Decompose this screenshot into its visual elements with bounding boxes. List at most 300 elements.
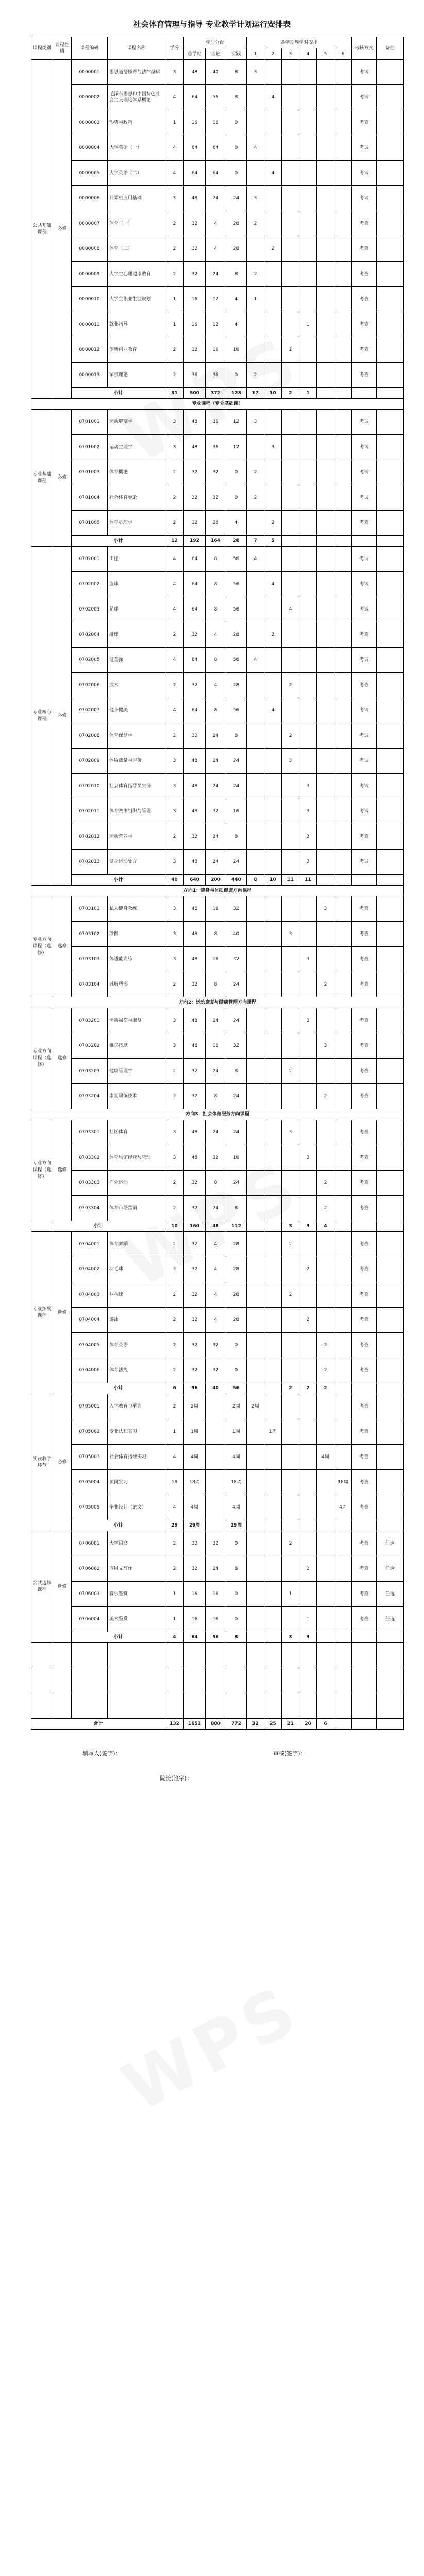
course-name: 瑜伽 bbox=[108, 922, 165, 947]
course-sem-4 bbox=[299, 60, 317, 85]
subtotal-total-hours: 192 bbox=[184, 536, 206, 547]
nature-g7: 选修 bbox=[53, 1531, 72, 1643]
course-row bbox=[31, 896, 404, 922]
course-name: 形势与政策 bbox=[108, 110, 165, 135]
course-exam: 考查 bbox=[352, 211, 377, 236]
blank-cell bbox=[282, 1643, 299, 1668]
course-credits: 2 bbox=[165, 622, 184, 648]
course-practice-hours: 56 bbox=[226, 597, 247, 622]
course-sem-3 bbox=[282, 1196, 299, 1221]
course-theory-hours: 32 bbox=[206, 485, 226, 511]
course-name: 社会体育导论 bbox=[108, 485, 165, 511]
course-name: 体适能训练 bbox=[108, 947, 165, 972]
subtotal-remark bbox=[377, 1383, 404, 1394]
course-sem-1 bbox=[247, 698, 264, 723]
course-sem-6 bbox=[334, 435, 352, 460]
course-sem-3 bbox=[282, 485, 299, 511]
course-remark bbox=[377, 1445, 404, 1470]
subtotal-exam bbox=[352, 1221, 377, 1232]
course-sem-2 bbox=[264, 1607, 282, 1632]
course-exam: 考试 bbox=[352, 135, 377, 161]
course-sem-6 bbox=[334, 572, 352, 597]
subtotal-remark bbox=[377, 536, 404, 547]
header-remark: 备注 bbox=[377, 37, 404, 60]
course-row bbox=[31, 363, 404, 388]
course-name: 羽毛球 bbox=[108, 1257, 165, 1282]
course-name: 体育市场营销 bbox=[108, 1196, 165, 1221]
course-sem-4 bbox=[299, 511, 317, 536]
course-name: 音乐鉴赏 bbox=[108, 1582, 165, 1607]
subtotal-sem-2 bbox=[264, 1383, 282, 1394]
course-sem-6 bbox=[334, 1033, 352, 1059]
subtotal-sem-6 bbox=[334, 875, 352, 886]
course-name: 体质测量与评价 bbox=[108, 749, 165, 774]
course-sem-6 bbox=[334, 1556, 352, 1582]
course-practice-hours: 8 bbox=[226, 262, 247, 287]
course-theory-hours: 16 bbox=[206, 110, 226, 135]
course-sem-1 bbox=[247, 622, 264, 648]
course-credits: 4 bbox=[165, 1495, 184, 1520]
course-name: 运动营养学 bbox=[108, 824, 165, 850]
course-sem-2 bbox=[264, 186, 282, 211]
course-credits: 2 bbox=[165, 1556, 184, 1582]
course-exam: 考试 bbox=[352, 60, 377, 85]
course-remark bbox=[377, 1308, 404, 1333]
course-remark bbox=[377, 211, 404, 236]
course-theory-hours: 8 bbox=[206, 572, 226, 597]
course-sem-3 bbox=[282, 1419, 299, 1445]
subtotal-sem-1 bbox=[247, 1632, 264, 1643]
course-practice-hours: 28 bbox=[226, 211, 247, 236]
course-remark bbox=[377, 799, 404, 824]
course-name: 顶岗实习 bbox=[108, 1470, 165, 1495]
course-name: 体育英语 bbox=[108, 1333, 165, 1358]
course-remark bbox=[377, 1232, 404, 1257]
course-sem-2 bbox=[264, 1582, 282, 1607]
course-name: 私人健身教练 bbox=[108, 896, 165, 922]
course-name: 应用文写作 bbox=[108, 1556, 165, 1582]
course-exam: 考试 bbox=[352, 799, 377, 824]
course-credits: 2 bbox=[165, 723, 184, 749]
course-sem-3 bbox=[282, 1556, 299, 1582]
course-remark bbox=[377, 1257, 404, 1282]
course-sem-3: 3 bbox=[282, 749, 299, 774]
course-sem-1 bbox=[247, 947, 264, 972]
subtotal-sem-4: 3 bbox=[299, 1632, 317, 1643]
course-practice-hours: 24 bbox=[226, 972, 247, 997]
course-exam: 考查 bbox=[352, 1059, 377, 1084]
course-exam: 考查 bbox=[352, 1033, 377, 1059]
course-row bbox=[31, 1059, 404, 1084]
course-practice-hours: 40 bbox=[226, 922, 247, 947]
course-sem-5 bbox=[317, 1394, 334, 1419]
course-credits: 4 bbox=[165, 547, 184, 572]
course-code: 0705004 bbox=[72, 1470, 108, 1495]
course-code: 0000009 bbox=[72, 262, 108, 287]
course-credits: 3 bbox=[165, 1120, 184, 1145]
blank-cell bbox=[206, 1668, 226, 1693]
course-sem-5 bbox=[317, 673, 334, 698]
subtotal-sem-3: 21 bbox=[282, 1719, 299, 1730]
course-exam: 考查 bbox=[352, 673, 377, 698]
course-sem-6 bbox=[334, 972, 352, 997]
course-remark bbox=[377, 1282, 404, 1308]
subtotal-sem-2 bbox=[264, 1632, 282, 1643]
course-sem-3 bbox=[282, 698, 299, 723]
course-remark bbox=[377, 485, 404, 511]
course-code: 0704004 bbox=[72, 1308, 108, 1333]
course-sem-1 bbox=[247, 511, 264, 536]
course-credits: 3 bbox=[165, 850, 184, 875]
course-row bbox=[31, 1171, 404, 1196]
course-sem-1 bbox=[247, 161, 264, 186]
course-sem-2 bbox=[264, 60, 282, 85]
course-sem-5 bbox=[317, 262, 334, 287]
course-sem-6 bbox=[334, 1419, 352, 1445]
course-code: 0702009 bbox=[72, 749, 108, 774]
course-sem-3 bbox=[282, 236, 299, 262]
course-exam: 考查 bbox=[352, 1419, 377, 1445]
course-sem-3 bbox=[282, 312, 299, 337]
course-code: 0706001 bbox=[72, 1531, 108, 1556]
course-sem-2 bbox=[264, 1033, 282, 1059]
course-sem-4: 2 bbox=[299, 1556, 317, 1582]
course-exam: 考查 bbox=[352, 1257, 377, 1282]
course-code: 0706004 bbox=[72, 1607, 108, 1632]
course-sem-6 bbox=[334, 485, 352, 511]
subtotal-theory-hours: 48 bbox=[206, 1221, 226, 1232]
blank-cell bbox=[184, 1643, 206, 1668]
header-weeks-group: 各学期周学时安排 bbox=[247, 37, 352, 48]
course-sem-6 bbox=[334, 1333, 352, 1358]
blank-cell bbox=[334, 1643, 352, 1668]
subtotal-row bbox=[31, 1383, 404, 1394]
course-code: 0704006 bbox=[72, 1358, 108, 1383]
blank-cell bbox=[31, 1693, 53, 1719]
course-sem-3 bbox=[282, 161, 299, 186]
course-name: 运动损伤与康复 bbox=[108, 1008, 165, 1033]
course-total-hours: 32 bbox=[184, 211, 206, 236]
course-sem-1 bbox=[247, 1556, 264, 1582]
course-sem-1 bbox=[247, 1257, 264, 1282]
course-total-hours: 64 bbox=[184, 648, 206, 673]
course-sem-5 bbox=[317, 850, 334, 875]
course-theory-hours: 8 bbox=[206, 1171, 226, 1196]
nature-g4: 选修 bbox=[53, 1120, 72, 1221]
subtotal-exam bbox=[352, 875, 377, 886]
course-sem-1: 2周 bbox=[247, 1394, 264, 1419]
course-total-hours: 48 bbox=[184, 410, 206, 435]
course-sem-1 bbox=[247, 1120, 264, 1145]
course-credits: 3 bbox=[165, 410, 184, 435]
course-sem-5 bbox=[317, 435, 334, 460]
course-exam: 考查 bbox=[352, 1358, 377, 1383]
course-code: 0000006 bbox=[72, 186, 108, 211]
course-exam: 考查 bbox=[352, 1470, 377, 1495]
course-theory-hours: 4 bbox=[206, 211, 226, 236]
course-sem-3 bbox=[282, 1084, 299, 1109]
course-sem-3 bbox=[282, 110, 299, 135]
course-sem-3 bbox=[282, 363, 299, 388]
course-credits: 2 bbox=[165, 211, 184, 236]
course-sem-1 bbox=[247, 1084, 264, 1109]
header-code: 课程编码 bbox=[72, 37, 108, 60]
course-sem-3 bbox=[282, 511, 299, 536]
course-code: 0000011 bbox=[72, 312, 108, 337]
course-total-hours: 32 bbox=[184, 824, 206, 850]
course-credits: 2 bbox=[165, 1308, 184, 1333]
course-sem-3 bbox=[282, 972, 299, 997]
course-exam: 考查 bbox=[352, 337, 377, 363]
subtotal-sem-6 bbox=[334, 536, 352, 547]
course-sem-2 bbox=[264, 749, 282, 774]
course-name: 体育心理学 bbox=[108, 511, 165, 536]
course-credits: 1 bbox=[165, 287, 184, 312]
band-label: 方向2：运动康复与健康管理方向课程 bbox=[31, 997, 404, 1008]
course-sem-5 bbox=[317, 363, 334, 388]
course-exam: 考查 bbox=[352, 1084, 377, 1109]
course-sem-1 bbox=[247, 1531, 264, 1556]
course-credits: 2 bbox=[165, 1196, 184, 1221]
course-sem-4 bbox=[299, 1282, 317, 1308]
course-practice-hours: 8 bbox=[226, 1556, 247, 1582]
course-name: 减脂塑形 bbox=[108, 972, 165, 997]
group-g4: 专业方向课程（选修） bbox=[31, 1008, 53, 1109]
course-sem-4 bbox=[299, 1333, 317, 1358]
course-code: 0705001 bbox=[72, 1394, 108, 1419]
course-practice-hours: 4 bbox=[226, 511, 247, 536]
course-row bbox=[31, 236, 404, 262]
course-sem-6: 18周 bbox=[334, 1470, 352, 1495]
course-sem-2 bbox=[264, 1333, 282, 1358]
course-sem-5 bbox=[317, 1419, 334, 1445]
course-practice-hours: 8 bbox=[226, 85, 247, 110]
blank-cell bbox=[184, 1693, 206, 1719]
course-sem-5 bbox=[317, 1495, 334, 1520]
course-practice-hours: 12 bbox=[226, 435, 247, 460]
course-sem-4 bbox=[299, 1059, 317, 1084]
course-sem-6 bbox=[334, 1232, 352, 1257]
course-sem-1: 3 bbox=[247, 60, 264, 85]
blank-cell bbox=[317, 1643, 334, 1668]
course-code: 0702012 bbox=[72, 824, 108, 850]
course-row bbox=[31, 947, 404, 972]
course-sem-1 bbox=[247, 1607, 264, 1632]
blank-cell bbox=[334, 1668, 352, 1693]
subtotal-sem-2 bbox=[264, 1221, 282, 1232]
course-total-hours: 32 bbox=[184, 723, 206, 749]
course-theory-hours bbox=[206, 1394, 226, 1419]
course-name: 军事理论 bbox=[108, 363, 165, 388]
course-sem-5 bbox=[317, 1582, 334, 1607]
course-total-hours: 64 bbox=[184, 135, 206, 161]
course-sem-5 bbox=[317, 824, 334, 850]
course-code: 0701005 bbox=[72, 511, 108, 536]
course-practice-hours: 18周 bbox=[226, 1470, 247, 1495]
course-practice-hours: 24 bbox=[226, 749, 247, 774]
course-total-hours: 32 bbox=[184, 236, 206, 262]
course-sem-1: 2 bbox=[247, 363, 264, 388]
course-sem-2 bbox=[264, 799, 282, 824]
course-theory-hours: 32 bbox=[206, 1531, 226, 1556]
course-sem-4 bbox=[299, 547, 317, 572]
course-sem-1 bbox=[247, 1008, 264, 1033]
course-exam: 考试 bbox=[352, 749, 377, 774]
course-row bbox=[31, 1531, 404, 1556]
course-remark bbox=[377, 236, 404, 262]
course-exam: 考查 bbox=[352, 1531, 377, 1556]
blank-cell bbox=[165, 1643, 184, 1668]
course-sem-1 bbox=[247, 435, 264, 460]
course-practice-hours: 28 bbox=[226, 673, 247, 698]
nature-g2: 必修 bbox=[53, 410, 72, 547]
course-theory-hours: 36 bbox=[206, 410, 226, 435]
course-code: 0703304 bbox=[72, 1196, 108, 1221]
subtotal-exam bbox=[352, 536, 377, 547]
course-sem-3 bbox=[282, 435, 299, 460]
course-name: 运动解剖学 bbox=[108, 410, 165, 435]
course-code: 0701004 bbox=[72, 485, 108, 511]
course-sem-3 bbox=[282, 1171, 299, 1196]
course-practice-hours: 24 bbox=[226, 186, 247, 211]
subtotal-sem-3: 11 bbox=[282, 875, 299, 886]
course-theory-hours: 24 bbox=[206, 262, 226, 287]
course-credits: 2 bbox=[165, 673, 184, 698]
blank-cell bbox=[206, 1693, 226, 1719]
course-row bbox=[31, 1008, 404, 1033]
course-row bbox=[31, 673, 404, 698]
course-practice-hours: 0 bbox=[226, 363, 247, 388]
course-sem-3 bbox=[282, 1333, 299, 1358]
course-sem-2 bbox=[264, 1084, 282, 1109]
course-sem-1 bbox=[247, 1419, 264, 1445]
course-remark bbox=[377, 774, 404, 799]
course-exam: 考试 bbox=[352, 648, 377, 673]
course-sem-4 bbox=[299, 1171, 317, 1196]
course-sem-6 bbox=[334, 1358, 352, 1383]
course-code: 0703103 bbox=[72, 947, 108, 972]
course-total-hours: 18周 bbox=[184, 1470, 206, 1495]
course-sem-4 bbox=[299, 1445, 317, 1470]
course-sem-4: 1 bbox=[299, 1607, 317, 1632]
blank-cell bbox=[282, 1693, 299, 1719]
course-sem-2 bbox=[264, 896, 282, 922]
signature-preparer: 填写人(签字)： bbox=[82, 1750, 121, 1757]
course-sem-4 bbox=[299, 337, 317, 363]
course-practice-hours: 28 bbox=[226, 622, 247, 648]
course-sem-3: 2 bbox=[282, 1531, 299, 1556]
course-theory-hours: 8 bbox=[206, 547, 226, 572]
course-total-hours: 48 bbox=[184, 1008, 206, 1033]
course-sem-1: 4 bbox=[247, 547, 264, 572]
band-row bbox=[31, 997, 404, 1008]
course-credits: 3 bbox=[165, 774, 184, 799]
course-sem-3 bbox=[282, 622, 299, 648]
course-credits: 3 bbox=[165, 1033, 184, 1059]
course-row bbox=[31, 1419, 404, 1445]
blank-cell bbox=[264, 1693, 282, 1719]
course-sem-3 bbox=[282, 947, 299, 972]
course-sem-6 bbox=[334, 1008, 352, 1033]
course-sem-5: 3 bbox=[317, 896, 334, 922]
blank-cell bbox=[264, 1668, 282, 1693]
course-sem-1 bbox=[247, 1495, 264, 1520]
course-credits: 2 bbox=[165, 460, 184, 485]
course-sem-6 bbox=[334, 363, 352, 388]
nature-g5: 选修 bbox=[53, 1232, 72, 1394]
subtotal-sem-3 bbox=[282, 536, 299, 547]
header-sem-3: 3 bbox=[282, 48, 299, 60]
course-sem-5 bbox=[317, 799, 334, 824]
course-total-hours: 4周 bbox=[184, 1495, 206, 1520]
course-sem-5 bbox=[317, 547, 334, 572]
course-credits: 2 bbox=[165, 1394, 184, 1419]
course-sem-2: 2 bbox=[264, 236, 282, 262]
course-sem-5 bbox=[317, 723, 334, 749]
course-credits: 4 bbox=[165, 161, 184, 186]
course-remark bbox=[377, 262, 404, 287]
course-sem-6 bbox=[334, 1059, 352, 1084]
course-sem-2 bbox=[264, 947, 282, 972]
course-sem-5: 2 bbox=[317, 1084, 334, 1109]
course-credits: 3 bbox=[165, 749, 184, 774]
course-sem-3: 2 bbox=[282, 1059, 299, 1084]
course-row bbox=[31, 723, 404, 749]
subtotal-credits: 6 bbox=[165, 1383, 184, 1394]
course-name: 体育赛事组织与管理 bbox=[108, 799, 165, 824]
course-sem-1 bbox=[247, 236, 264, 262]
course-row bbox=[31, 972, 404, 997]
course-sem-1 bbox=[247, 723, 264, 749]
course-remark: 任选 bbox=[377, 1607, 404, 1632]
blank-cell bbox=[226, 1643, 247, 1668]
course-name: 健美操 bbox=[108, 648, 165, 673]
course-exam: 考查 bbox=[352, 1120, 377, 1145]
course-name: 大学英语（二） bbox=[108, 161, 165, 186]
course-sem-6 bbox=[334, 161, 352, 186]
course-sem-1 bbox=[247, 1059, 264, 1084]
course-sem-5 bbox=[317, 922, 334, 947]
course-remark bbox=[377, 110, 404, 135]
subtotal-sem-3: 2 bbox=[282, 1383, 299, 1394]
subtotal-practice-hours: 29周 bbox=[226, 1520, 247, 1531]
subtotal-exam bbox=[352, 1632, 377, 1643]
course-exam: 考查 bbox=[352, 1145, 377, 1171]
course-sem-5 bbox=[317, 622, 334, 648]
course-sem-5 bbox=[317, 110, 334, 135]
course-theory-hours: 32 bbox=[206, 1333, 226, 1358]
course-sem-2 bbox=[264, 262, 282, 287]
course-theory-hours: 16 bbox=[206, 947, 226, 972]
course-practice-hours: 16 bbox=[226, 1145, 247, 1171]
course-theory-hours: 56 bbox=[206, 85, 226, 110]
course-remark bbox=[377, 749, 404, 774]
course-exam: 考查 bbox=[352, 287, 377, 312]
course-sem-5: 3 bbox=[317, 1033, 334, 1059]
course-row bbox=[31, 547, 404, 572]
subtotal-theory-hours bbox=[206, 1520, 226, 1531]
course-credits: 2 bbox=[165, 1358, 184, 1383]
course-sem-4 bbox=[299, 485, 317, 511]
course-row bbox=[31, 622, 404, 648]
course-name: 大学英语（一） bbox=[108, 135, 165, 161]
course-sem-5 bbox=[317, 774, 334, 799]
course-sem-4: 3 bbox=[299, 799, 317, 824]
subtotal-exam bbox=[352, 1520, 377, 1531]
course-remark bbox=[377, 824, 404, 850]
course-total-hours: 32 bbox=[184, 1084, 206, 1109]
course-total-hours: 32 bbox=[184, 1196, 206, 1221]
